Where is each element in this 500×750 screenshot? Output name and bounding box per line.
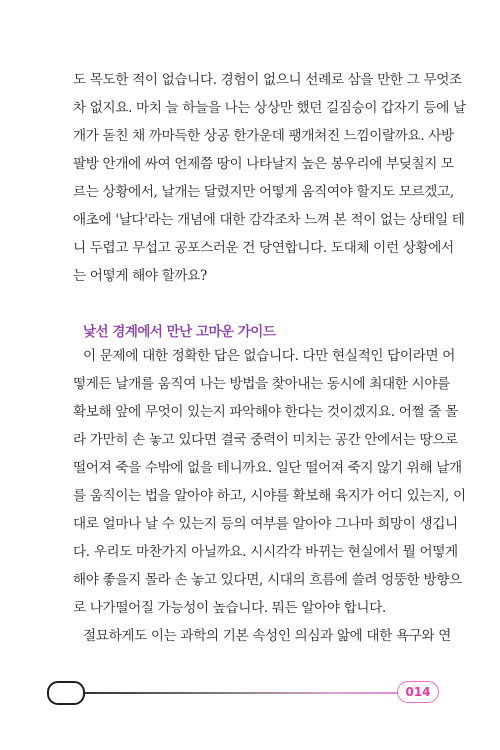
text-line: 개가 돋친 채 까마득한 상공 한가운데 팽개쳐진 느낌이랄까요. 사방 [73,128,454,144]
text-line: 떻게든 날개를 움직여 나는 방법을 찾아내는 동시에 최대한 시야를 [73,376,450,392]
text-line: 는 어떻게 해야 할까요? [73,268,207,284]
text-line: 해야 좋을지 몰라 손 놓고 있다면, 시대의 흐름에 쓸려 엉뚱한 방향으 [73,572,462,588]
text-line: 르는 상황에서, 날개는 달렸지만 어떻게 움직여야 할지도 모르겠고, [73,184,454,200]
text-line: 절묘하게도 이는 과학의 기본 속성인 의심과 앎에 대한 욕구와 연 [83,628,452,644]
text-line: 도 목도한 적이 없습니다. 경험이 없으니 선례로 삼을 만한 그 무엇조 [73,72,462,88]
text-line: 를 움직이는 법을 알아야 하고, 시야를 확보해 육지가 어디 있는지, 이 [73,488,466,504]
text-line: 차 없지요. 마치 늘 하늘을 나는 상상만 했던 길짐승이 갑자기 등에 날 [73,100,466,116]
section-heading: 낯선 경계에서 만난 고마운 가이드 [83,324,276,340]
text-line: 이 문제에 대한 정확한 답은 없습니다. 다만 현실적인 답이라면 어 [83,348,456,364]
footer-rule [80,692,398,694]
text-line: 라 가만히 손 놓고 있다면 결국 중력이 미치는 공간 안에서는 땅으로 [73,432,458,448]
text-line: 애초에 '날다'라는 개념에 대한 감각조차 느껴 본 적이 없는 상태일 테 [73,212,465,228]
page-number: 014 [397,681,439,703]
text-line: 팔방 안개에 싸여 언제쯤 땅이 나타날지 높은 봉우리에 부딪칠지 모 [73,156,454,172]
text-line: 떨어져 죽을 수밖에 없을 테니까요. 일단 떨어져 죽지 않기 위해 날개 [73,460,462,476]
text-line: 대로 얼마나 날 수 있는지 등의 여부를 알아야 그나마 희망이 생깁니 [73,516,458,532]
text-line: 확보해 앞에 무엇이 있는지 파악해야 한다는 것이겠지요. 어쩔 줄 몰 [73,404,458,420]
text-line: 다. 우리도 마찬가지 아닐까요. 시시각각 바뀌는 현실에서 뭘 어떻게 [73,544,458,560]
text-line: 니 두렵고 무섭고 공포스러운 건 당연합니다. 도대체 이런 상황에서 [73,240,454,256]
text-line: 로 나가떨어질 가능성이 높습니다. 뭐든 알아야 합니다. [73,600,386,616]
footer-decoration [47,681,85,705]
